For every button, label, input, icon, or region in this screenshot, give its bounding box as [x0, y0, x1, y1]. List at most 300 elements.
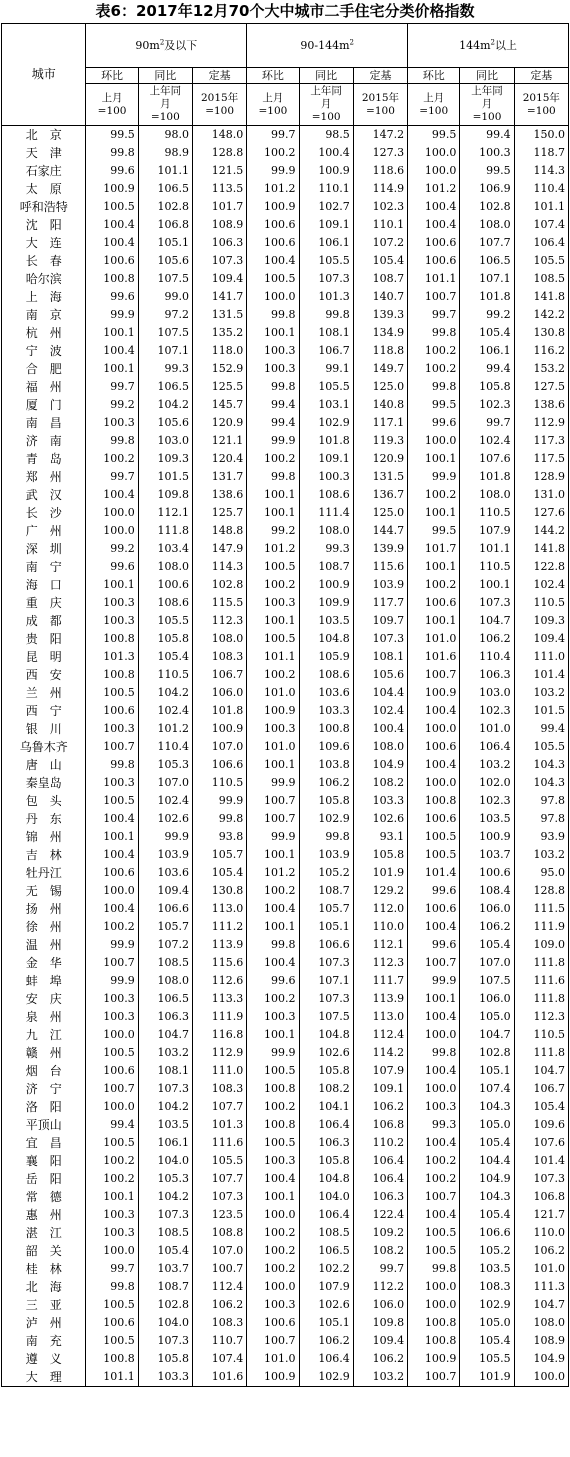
index-value: 99.9	[247, 1044, 299, 1062]
index-value: 100.1	[86, 576, 138, 594]
index-value: 144.7	[353, 522, 407, 540]
index-value: 100.3	[86, 990, 138, 1008]
index-value: 99.2	[86, 396, 138, 414]
index-value: 107.2	[353, 234, 407, 252]
index-value: 104.8	[299, 630, 353, 648]
index-value: 100.2	[247, 1098, 299, 1116]
index-value: 99.7	[247, 126, 299, 145]
index-value: 104.3	[514, 756, 568, 774]
index-value: 100.7	[86, 738, 138, 756]
index-value: 105.0	[460, 1008, 514, 1026]
index-value: 107.3	[353, 630, 407, 648]
index-value: 102.6	[299, 1296, 353, 1314]
index-value: 131.5	[192, 306, 246, 324]
index-value: 106.2	[353, 1350, 407, 1368]
index-value: 117.3	[514, 432, 568, 450]
index-value: 111.9	[514, 918, 568, 936]
index-value: 100.4	[247, 900, 299, 918]
index-value: 105.5	[299, 252, 353, 270]
index-value: 117.1	[353, 414, 407, 432]
index-value: 106.5	[138, 180, 192, 198]
index-value: 101.0	[247, 684, 299, 702]
table-body	[2, 126, 569, 1387]
index-value: 99.4	[460, 360, 514, 378]
index-value: 100.3	[86, 720, 138, 738]
index-value: 100.3	[247, 720, 299, 738]
index-value: 100.6	[408, 810, 460, 828]
index-value: 99.1	[299, 360, 353, 378]
index-value: 111.2	[192, 918, 246, 936]
index-value: 99.6	[408, 414, 460, 432]
index-value: 103.5	[138, 1116, 192, 1134]
index-value: 111.7	[353, 972, 407, 990]
city-name: 徐 州	[2, 918, 86, 936]
table-row	[2, 522, 569, 540]
city-name: 宜 昌	[2, 1134, 86, 1152]
table-row	[2, 630, 569, 648]
index-value: 103.8	[299, 756, 353, 774]
index-value: 106.3	[299, 1134, 353, 1152]
table-row	[2, 1008, 569, 1026]
table-row	[2, 576, 569, 594]
table-row	[2, 684, 569, 702]
index-value: 105.4	[460, 936, 514, 954]
index-value: 104.3	[514, 774, 568, 792]
index-value: 100.0	[408, 144, 460, 162]
index-value: 101.3	[192, 1116, 246, 1134]
index-value: 109.4	[514, 630, 568, 648]
table-row	[2, 1206, 569, 1224]
index-value: 111.0	[514, 648, 568, 666]
index-value: 125.0	[353, 378, 407, 396]
index-value: 105.5	[460, 1350, 514, 1368]
index-value: 103.9	[353, 576, 407, 594]
index-value: 99.9	[192, 792, 246, 810]
city-name: 九 江	[2, 1026, 86, 1044]
city-name: 韶 关	[2, 1242, 86, 1260]
index-value: 103.9	[299, 846, 353, 864]
index-value: 108.6	[138, 594, 192, 612]
index-value: 100.6	[86, 1062, 138, 1080]
table-row	[2, 1296, 569, 1314]
index-value: 107.9	[460, 522, 514, 540]
city-name: 南 昌	[2, 414, 86, 432]
index-value: 103.3	[138, 1368, 192, 1387]
index-value: 130.8	[514, 324, 568, 342]
index-value: 113.3	[192, 990, 246, 1008]
table-row	[2, 1116, 569, 1134]
index-value: 105.0	[460, 1314, 514, 1332]
index-value: 147.2	[353, 126, 407, 145]
index-value: 100.3	[86, 414, 138, 432]
index-value: 100.1	[247, 612, 299, 630]
index-value: 112.4	[353, 1026, 407, 1044]
index-value: 102.8	[138, 1296, 192, 1314]
city-name: 乌鲁木齐	[2, 738, 86, 756]
index-value: 109.1	[299, 450, 353, 468]
index-value: 99.9	[247, 828, 299, 846]
index-value: 110.2	[353, 1134, 407, 1152]
index-value: 100.0	[247, 1278, 299, 1296]
city-name: 三 亚	[2, 1296, 86, 1314]
index-value: 101.2	[408, 180, 460, 198]
index-value: 100.7	[86, 1080, 138, 1098]
index-value: 99.9	[86, 936, 138, 954]
index-value: 110.5	[460, 558, 514, 576]
index-value: 104.3	[460, 1098, 514, 1116]
index-value: 148.8	[192, 522, 246, 540]
index-value: 113.0	[353, 1008, 407, 1026]
index-value: 103.7	[460, 846, 514, 864]
index-value: 101.5	[514, 702, 568, 720]
index-value: 107.3	[138, 1332, 192, 1350]
index-value: 100.0	[247, 288, 299, 306]
index-value: 131.5	[353, 468, 407, 486]
index-value: 106.4	[299, 1350, 353, 1368]
index-value: 99.4	[514, 720, 568, 738]
index-value: 110.5	[514, 1026, 568, 1044]
index-value: 102.9	[299, 1368, 353, 1387]
index-value: 100.7	[86, 954, 138, 972]
index-value: 105.9	[299, 648, 353, 666]
index-value: 100.7	[408, 954, 460, 972]
index-value: 103.0	[460, 684, 514, 702]
index-value: 100.8	[408, 1332, 460, 1350]
index-value: 100.4	[408, 198, 460, 216]
index-value: 107.4	[460, 1080, 514, 1098]
city-name: 合 肥	[2, 360, 86, 378]
index-value: 100.3	[86, 1008, 138, 1026]
index-value: 100.3	[299, 468, 353, 486]
index-value: 109.0	[514, 936, 568, 954]
index-value: 104.9	[353, 756, 407, 774]
table-row	[2, 1350, 569, 1368]
index-value: 99.3	[138, 360, 192, 378]
index-value: 105.2	[299, 864, 353, 882]
index-value: 112.4	[192, 1278, 246, 1296]
index-value: 100.2	[86, 450, 138, 468]
index-value: 109.1	[353, 1080, 407, 1098]
index-value: 103.5	[460, 1260, 514, 1278]
index-value: 99.5	[408, 522, 460, 540]
city-name: 平顶山	[2, 1116, 86, 1134]
index-value: 99.5	[408, 396, 460, 414]
table-row	[2, 1062, 569, 1080]
index-value: 100.1	[247, 756, 299, 774]
index-value: 100.3	[247, 594, 299, 612]
city-name: 上 海	[2, 288, 86, 306]
index-value: 108.6	[299, 666, 353, 684]
table-title: 表6：2017年12月70个大中城市二手住宅分类价格指数	[95, 2, 475, 20]
index-value: 102.0	[460, 774, 514, 792]
index-value: 107.3	[299, 990, 353, 1008]
index-value: 104.2	[138, 396, 192, 414]
index-value: 105.5	[192, 1152, 246, 1170]
index-value: 123.5	[192, 1206, 246, 1224]
index-value: 111.9	[192, 1008, 246, 1026]
base-header: 上月 =100	[408, 84, 460, 126]
index-value: 99.9	[86, 972, 138, 990]
table-row	[2, 1080, 569, 1098]
index-value: 100.4	[247, 252, 299, 270]
index-value: 107.5	[460, 972, 514, 990]
index-value: 101.6	[408, 648, 460, 666]
index-value: 100.5	[408, 828, 460, 846]
city-name: 惠 州	[2, 1206, 86, 1224]
index-value: 106.5	[138, 990, 192, 1008]
index-value: 99.6	[86, 558, 138, 576]
index-value: 108.1	[353, 648, 407, 666]
index-value: 110.0	[353, 918, 407, 936]
index-value: 105.1	[138, 234, 192, 252]
index-value: 99.6	[86, 288, 138, 306]
index-value: 104.9	[460, 1170, 514, 1188]
index-value: 100.5	[86, 1296, 138, 1314]
index-value: 100.6	[86, 864, 138, 882]
index-value: 138.6	[192, 486, 246, 504]
index-value: 105.8	[138, 1350, 192, 1368]
index-value: 106.1	[299, 234, 353, 252]
city-name: 湛 江	[2, 1224, 86, 1242]
index-value: 100.9	[247, 198, 299, 216]
table-row	[2, 936, 569, 954]
index-value: 100.5	[86, 1134, 138, 1152]
index-value: 102.8	[460, 1044, 514, 1062]
index-value: 101.0	[247, 1350, 299, 1368]
index-value: 100.2	[247, 144, 299, 162]
index-value: 107.0	[192, 1242, 246, 1260]
index-value: 106.5	[299, 1242, 353, 1260]
index-value: 105.8	[299, 792, 353, 810]
index-value: 100.2	[408, 576, 460, 594]
index-value: 106.2	[514, 1242, 568, 1260]
table-row	[2, 846, 569, 864]
index-value: 102.4	[460, 432, 514, 450]
index-value: 105.4	[460, 1332, 514, 1350]
city-name: 海 口	[2, 576, 86, 594]
index-value: 100.4	[408, 1008, 460, 1026]
index-value: 106.3	[138, 1008, 192, 1026]
index-value: 107.4	[192, 1350, 246, 1368]
index-value: 99.6	[247, 972, 299, 990]
index-value: 98.5	[299, 126, 353, 145]
index-value: 100.1	[247, 918, 299, 936]
index-value: 100.4	[408, 918, 460, 936]
index-value: 104.9	[514, 1350, 568, 1368]
index-value: 103.1	[299, 396, 353, 414]
index-value: 100.2	[247, 576, 299, 594]
table-row	[2, 1026, 569, 1044]
index-value: 101.3	[86, 648, 138, 666]
table-row	[2, 1098, 569, 1116]
index-value: 107.5	[138, 270, 192, 288]
index-value: 99.8	[408, 1260, 460, 1278]
index-value: 121.1	[192, 432, 246, 450]
index-value: 102.3	[460, 792, 514, 810]
index-value: 99.4	[460, 126, 514, 145]
index-value: 109.4	[138, 882, 192, 900]
index-value: 111.8	[514, 990, 568, 1008]
index-value: 111.6	[192, 1134, 246, 1152]
index-value: 108.0	[138, 972, 192, 990]
index-value: 112.3	[192, 612, 246, 630]
index-value: 103.6	[138, 864, 192, 882]
index-value: 139.9	[353, 540, 407, 558]
city-name: 武 汉	[2, 486, 86, 504]
index-value: 100.1	[247, 846, 299, 864]
index-value: 109.6	[299, 738, 353, 756]
table-row	[2, 774, 569, 792]
index-value: 104.4	[353, 684, 407, 702]
index-value: 109.6	[514, 1116, 568, 1134]
index-value: 127.5	[514, 378, 568, 396]
base-header: 上月 =100	[247, 84, 299, 126]
index-value: 105.1	[299, 1314, 353, 1332]
index-value: 101.4	[408, 864, 460, 882]
index-value: 100.4	[247, 1170, 299, 1188]
index-value: 104.7	[138, 1026, 192, 1044]
group-header-large	[408, 24, 569, 68]
index-value: 104.0	[138, 1152, 192, 1170]
index-value: 140.8	[353, 396, 407, 414]
index-value: 103.2	[138, 1044, 192, 1062]
index-value: 147.9	[192, 540, 246, 558]
index-value: 107.1	[299, 972, 353, 990]
index-value: 100.6	[408, 252, 460, 270]
city-name: 岳 阳	[2, 1170, 86, 1188]
city-name: 吉 林	[2, 846, 86, 864]
index-value: 99.9	[86, 306, 138, 324]
index-value: 104.3	[460, 1188, 514, 1206]
index-value: 100.9	[408, 1350, 460, 1368]
index-value: 106.5	[460, 252, 514, 270]
index-value: 109.3	[138, 450, 192, 468]
index-value: 99.8	[247, 306, 299, 324]
index-value: 106.2	[460, 630, 514, 648]
city-name: 泸 州	[2, 1314, 86, 1332]
index-value: 101.2	[247, 180, 299, 198]
index-value: 102.4	[514, 576, 568, 594]
index-value: 108.8	[192, 1224, 246, 1242]
city-name: 广 州	[2, 522, 86, 540]
index-value: 99.9	[247, 432, 299, 450]
index-value: 100.6	[247, 1314, 299, 1332]
index-value: 109.4	[192, 270, 246, 288]
index-value: 101.1	[86, 1368, 138, 1387]
city-name: 包 头	[2, 792, 86, 810]
city-name: 大 连	[2, 234, 86, 252]
index-value: 100.1	[247, 1188, 299, 1206]
index-value: 110.5	[514, 594, 568, 612]
index-value: 100.2	[408, 342, 460, 360]
index-value: 107.4	[514, 216, 568, 234]
index-value: 100.4	[408, 1206, 460, 1224]
index-value: 100.0	[408, 1278, 460, 1296]
index-value: 100.4	[408, 1134, 460, 1152]
index-value: 100.4	[353, 720, 407, 738]
table-row	[2, 648, 569, 666]
index-value: 100.7	[408, 1188, 460, 1206]
index-value: 106.6	[460, 1224, 514, 1242]
city-name: 西 宁	[2, 702, 86, 720]
index-value: 106.0	[353, 1296, 407, 1314]
city-name: 长 沙	[2, 504, 86, 522]
index-value: 105.4	[353, 252, 407, 270]
index-value: 102.6	[138, 810, 192, 828]
index-value: 107.3	[138, 1080, 192, 1098]
city-name: 银 川	[2, 720, 86, 738]
index-value: 100.2	[247, 1260, 299, 1278]
index-value: 100.5	[86, 198, 138, 216]
index-value: 106.3	[460, 666, 514, 684]
index-value: 105.1	[299, 918, 353, 936]
index-value: 101.3	[299, 288, 353, 306]
index-value: 105.7	[299, 900, 353, 918]
index-value: 152.9	[192, 360, 246, 378]
index-value: 125.7	[192, 504, 246, 522]
city-name: 遵 义	[2, 1350, 86, 1368]
index-value: 104.8	[299, 1170, 353, 1188]
table-header	[2, 24, 569, 126]
index-value: 108.9	[514, 1332, 568, 1350]
index-value: 112.1	[353, 936, 407, 954]
index-value: 100.3	[460, 144, 514, 162]
index-value: 108.0	[138, 558, 192, 576]
index-value: 100.0	[86, 522, 138, 540]
index-value: 112.9	[192, 1044, 246, 1062]
table-row	[2, 486, 569, 504]
index-value: 99.5	[460, 162, 514, 180]
index-value: 99.9	[408, 468, 460, 486]
table-row	[2, 594, 569, 612]
index-value: 102.4	[138, 702, 192, 720]
index-value: 145.7	[192, 396, 246, 414]
table-row	[2, 288, 569, 306]
index-value: 100.4	[86, 342, 138, 360]
index-value: 99.6	[408, 936, 460, 954]
index-value: 99.8	[192, 810, 246, 828]
index-value: 103.5	[460, 810, 514, 828]
index-value: 100.4	[86, 846, 138, 864]
index-value: 100.6	[408, 900, 460, 918]
city-name: 天 津	[2, 144, 86, 162]
index-value: 100.0	[408, 432, 460, 450]
index-value: 112.6	[192, 972, 246, 990]
index-value: 101.1	[408, 270, 460, 288]
table-row	[2, 540, 569, 558]
index-value: 120.9	[353, 450, 407, 468]
index-value: 100.2	[86, 918, 138, 936]
index-value: 100.9	[408, 684, 460, 702]
index-value: 120.9	[192, 414, 246, 432]
table-row	[2, 864, 569, 882]
city-name: 丹 东	[2, 810, 86, 828]
index-value: 110.5	[460, 504, 514, 522]
table-row	[2, 162, 569, 180]
index-value: 101.4	[514, 666, 568, 684]
index-value: 108.7	[353, 270, 407, 288]
index-value: 106.3	[353, 1188, 407, 1206]
index-value: 104.1	[299, 1098, 353, 1116]
index-value: 100.8	[408, 1314, 460, 1332]
index-value: 118.0	[192, 342, 246, 360]
index-value: 100.6	[86, 252, 138, 270]
index-value: 100.5	[247, 630, 299, 648]
index-value: 104.2	[138, 684, 192, 702]
city-name: 南 充	[2, 1332, 86, 1350]
index-value: 99.2	[247, 522, 299, 540]
table-row	[2, 1188, 569, 1206]
